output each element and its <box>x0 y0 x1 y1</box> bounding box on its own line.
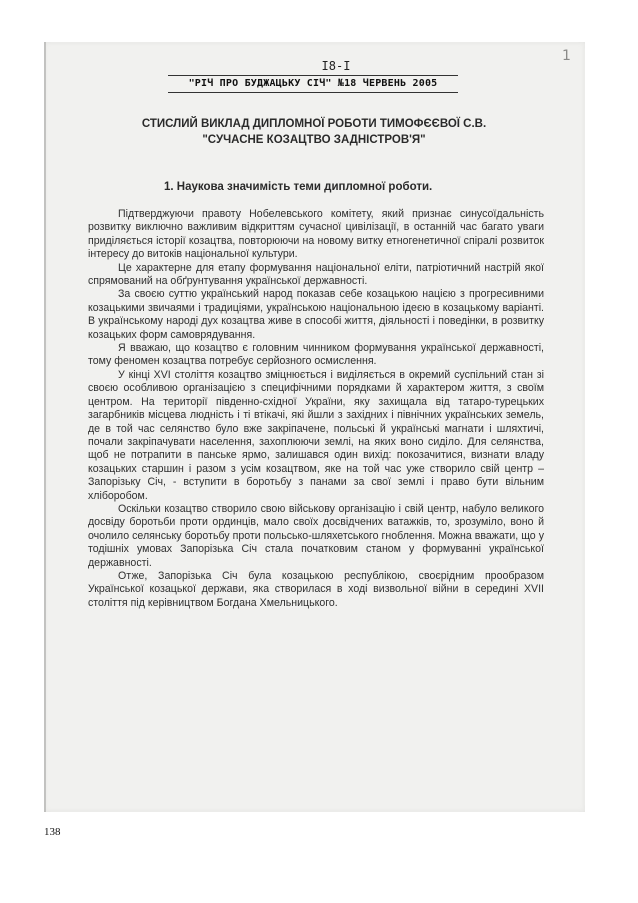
document-number: I8-I <box>321 59 351 73</box>
paragraph: Це характерне для етапу формування національної еліти, патріотичний настрій якої спрямований на обґрунтування української державності. <box>88 261 544 288</box>
paragraph: Підтверджуючи правоту Нобелевського комітету, який признає синусоїдальність розвитку виключно важливим відкриттям сучасної цивілізації, в останній час багато уваги приділяється історії козацтва, повторюючи на новому витку етногенетичної спіралі розвиток інтересу до витоків національної культури. <box>88 208 544 261</box>
document-title: СТИСЛИЙ ВИКЛАД ДИПЛОМНОЇ РОБОТИ ТИМОФЄЄВОЇ С.В. <box>141 118 487 130</box>
paragraph: Отже, Запорізька Січ була козацькою республікою, своєрідним прообразом Української козацької держави, яка створилася в ході визвольної війни в середині XVII століття під керівництвом Богдана Хмельницького. <box>88 569 544 609</box>
paragraph: За своєю суттю український народ показав себе козацькою нацією з прогресивними козацькими звичаями і традиціями, українською національною ідеєю в козацькому варіанті. В українському народі дух козацтва живе в способі життя, діяльності і поведінки, в розвитку козацьких форм самоврядування. <box>88 288 544 341</box>
scan-edge <box>44 42 46 812</box>
newspaper-header: "РІЧ ПРО БУДЖАЦЬКУ СІЧ" №18 ЧЕРВЕНЬ 2005 <box>168 75 458 93</box>
document-subtitle: "СУЧАСНЕ КОЗАЦТВО ЗАДНІСТРОВ'Я" <box>202 134 426 146</box>
paragraph: У кінці XVI століття козацтво зміцнюється і виділяється в окремий суспільний стан зі своєю особливою організацією з специфічними порядками й характером життя, з своїм центром. На території південно-східної України, яку захищала від татаро-турецьких загарбників місцева людність і ті втікачі, які йшли з західних і північних українських земель, де в той час селянство було вже закріпачене, польські й українські магнати і шляхтичі, почали закріпачувати населення, захоплюючи землі, на яких воно сиділо. Для селянства, щоб не потрапити в панське ярмо, залишався один вихід: покозачитися, визнати владу козацьких старшин і разом з усім козацтвом, яке на той час уже створило свій центр – Запорізьку Січ, - вступити в боротьбу з панами за свої землі і право бути вільним хліборобом. <box>88 368 544 502</box>
section-heading: 1. Наукова значимість теми дипломної роботи. <box>164 181 433 193</box>
scanned-page <box>44 42 585 812</box>
page-number: 138 <box>44 826 61 838</box>
paragraph: Оскільки козацтво створило свою військову організацію і свій центр, набуло великого досвіду боротьби проти ординців, мало своїх досвідчених ватажків, то, зрозуміло, воно й очолило селянську боротьбу проти польсько-шляхетського гноблення. Можна вважати, що у тодішніх умовах Запорізька Січ стала початковим станом у формуванні української державності. <box>88 502 544 569</box>
handwritten-page-mark: 1 <box>562 48 571 64</box>
paragraph: Я вважаю, що козацтво є головним чинником формування української державності, тому феномен козацтва потребує серйозного осмислення. <box>88 342 544 368</box>
body-text <box>88 208 544 610</box>
